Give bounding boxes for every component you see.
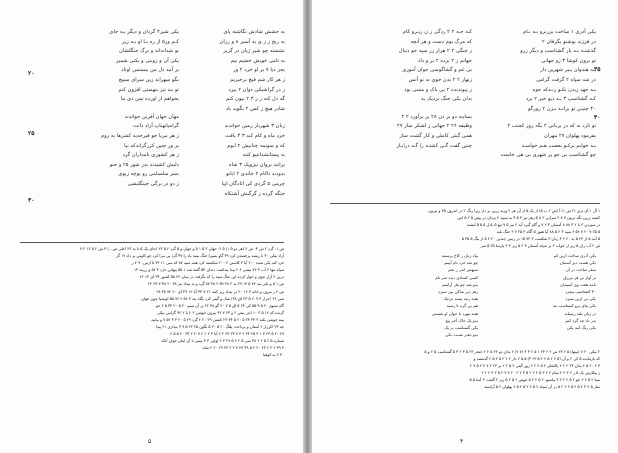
inset-verse-line: نامه هفت وی آسیمان <box>560 281 596 287</box>
verse-number: ۳۵ <box>594 66 601 73</box>
footnote-line: ۴۰ ۲ به کوهیا <box>263 352 284 358</box>
verse-line: ز در گراشیکی دوان ۲ بیرد <box>228 86 285 93</box>
verse-line: شادر هیچ ز کس ۲ بگوید باد <box>225 105 285 112</box>
verse-line: نشسته چو شیر ژیان در گریز <box>223 48 285 55</box>
footnote-line: ش ۲ آب زان ۵ زیر از خواب ۲ بر سپاه آسمان ۳ ۲ ۵ زیر ۳ ۹ پارسا ۲۵ ۵ سر <box>480 243 600 249</box>
inset-verse-line: همه مهرد با خوان او شستی <box>431 310 478 316</box>
verse-line: دلیش کشیدند بدر شور ۲۵ و جنو <box>109 161 179 168</box>
verse-line: بجز دیا ۷ بر او خرد ۲ ور <box>233 67 285 74</box>
verse-line: خرد ماه و کام کند ۳ ۴ بافت <box>225 132 285 139</box>
verse-line: بدان یکی جنگ نزدیک به <box>421 96 472 103</box>
footnote-line: چه ۲۳ کارزار ۲ آستان و پرداخت پلنگ ۲۰ ۵ ۲۰ ۵ نگون ۲۵ ۲۲ ۵ ۹ ۳ بیداری ۲۱ پیدا <box>155 324 284 330</box>
footnote-line: ز پیکارش یک ۵ ز ۲ ۳ ۲ ۲ سام ۲ ۲ ۳ ۵ ۲ ۲ ۲ ۵ ۳ ۲ ۲ ۲۰ ۲ ۳ ۲ ۵ ۲ ۳ ۲ ۲ ۲ <box>481 370 600 376</box>
verse-line: بگو سهرابد زین سرای سیپج <box>118 76 179 83</box>
verse-line: بـه جهد زبدن نکـو رنـدکه جوه <box>532 86 596 93</box>
footnote-line: ساز ۵ ۲ ۴ ۲ ۵ ۲ ۵ ۲ ۲ ۲ ۵ در آن سپاه ۲ ۵ ۲ ۲ ۵ ۲ ۵ ۲ پهلوان ۲ ۵ آراسته <box>484 384 600 390</box>
inset-verse-line: هم بی گره تا رسید <box>446 303 478 309</box>
footnote-line: آزاد نیکی ۴۰ تا ریشه پرچشدن کرد ۴۹ گاو بسپرا جنگ بینند باد را ۴۷ گرد پی بیرا کرد چو کاوس بر داد ۱۷ گر <box>116 253 284 259</box>
verse-line <box>220 114 285 122</box>
verse-line: همی گیتی کاملی و کار گشت ساز <box>399 132 472 139</box>
footnote-line: سپاه تنها ۲ آب ۳ ۷۶ بیشی ۶ ۲ پیدا بیداشت دندان ۵۴ گفته شد ۱ ۵۵ پنهانی دارد ۳ ۵۶ و زرینه ۱۴ <box>134 267 284 273</box>
footnote-divider <box>330 203 600 204</box>
inset-verse-line: بدو شد چو بتل آرامتم <box>442 281 478 287</box>
footnote-line: ش ۲ ز بیرون و خانه ۳ ۱۲ ۲۰ در بیداد زیر کنند ۲۱ ۷ ۳۴ آیا ۱۲ ۴۹ آی ۲۰ ۷۲ ۳۸ ۲۸ <box>156 288 284 294</box>
inset-verse-line: بدر تاد چه گرد کنم <box>565 317 596 323</box>
verse-line: تو بند تیز بنهستی افزون کنم <box>118 86 179 93</box>
inset-verse-line: کسی کسادی دیت سر نام <box>435 274 478 280</box>
right-page-verse-column-right <box>501 28 596 161</box>
verse-number: ۳۰ <box>28 197 35 204</box>
footnote-line: ۵ ۲۵ ۷ ۲۰ ۷ ۵۲ ۶ سپه ۳ ۲ ۵ ۸۸ آیا هنوز ۵ آگاه ۳ ۲۵ ۷ ۳ جنگ بلند <box>496 229 600 235</box>
footnote-line: ش ۱ ۵ و یکی بند ۷۶ ۵ ۱۳ ۳۹ به ۲ ۴۸ ۵۹ ۲ ۳۸ ۸۷ گرد و به بیداد نیز ۳۸ ۲۰ ۴۸ ۷ ۳۳ ۲۲ <box>147 281 284 287</box>
inset-verse-line: سقر ساخت در آن <box>565 267 596 273</box>
footnote-line: سیا ۲ ۵ ۲ ۲ خو ۲ ۵ ۲ ۲ ۲ ۳ بیاسود ۲ ۵ ۲ ۲ ۵ جوش ۲ ۵ ۲ ۵ زیر ۲ گشت ۲ آسا ۵ ۵ <box>469 377 600 383</box>
verse-line: به پیمنانشدانتیو کنند <box>242 152 285 159</box>
right-page-inset-verses-left <box>432 252 478 338</box>
inset-verse-line: یکی بی ازین سپرد <box>565 296 596 302</box>
verse-line: به جشش شادش نگاشته پای <box>223 29 285 35</box>
verse-line: چنین گفت گـی کشتـه را گـه درابـار <box>396 142 472 149</box>
verse-line: در شد سپاه ۲ گرفت گرامی <box>536 76 596 83</box>
verse-line: بدودند تاکام ۲ جاندی ۲ ابابو <box>226 171 285 178</box>
footnote-line: ۲۷ ۲۰ ۵ ۲۳ ۷ ۱ ۳ ۲۵ ۳۴ ۲ ۳ ۷ ۲۳ ۶۳ ۲ ۲ آیا ۴ ۲ ۲ ۲ ۲۰۷ ۲ ۳۴ ۲۰ ۵ ۵ ۲ <box>170 331 284 337</box>
verse-line: چرمی ۵ گردی کی اتادگان اپیا <box>221 180 285 187</box>
inset-verse-line: بدو دهـر بشـت یکی <box>445 332 478 338</box>
verse-line: تو تازد نه که در بربانی ۲ بگه روز کجنب ۲ <box>507 123 596 130</box>
right-page-footnotes-bottom <box>330 348 600 391</box>
inset-verse-line: بر آواز بی فر بیرزق <box>563 274 596 280</box>
verse-line: به نامی خویش خشیم بیم <box>230 57 285 64</box>
verse-line: در فرزند یوشنو بگرفان ۲ <box>542 38 596 45</box>
footnote-line: ۳ ۲ ۲۰ ۵ ۲ بدان ۲۳ ۲ ۲ ۲ پاکشان ۲ ۵ ۲ ۲ ۲ زور گیتی ۲ ۵ ۲ ۲ بر ۲۳ ۲ ۷ ۳ ۲ ۵ ۷ ۲ <box>469 363 600 369</box>
verse-line: کـه جـه ۲ ۲ ردگی ز ن زیـرو کام <box>402 29 472 35</box>
left-page-verse-column-right <box>101 28 179 190</box>
verse-line: بر ور چنین کزرگزاندکه نیا <box>124 142 179 149</box>
verse-line: چو گشتاسپ بی جو پر شهری بی هی خاست <box>500 152 596 159</box>
footnote-line: که بازمانده ۵ کی ۲ و آن (۵ ۲ ۲ ۵ ۲ ۲ ۵ ۲۳ ۴) ۵ ۵ ۲ دار ۲ ۲ ۲ ۵ ۲ ۵ ۲ گذشتند و <box>473 356 600 362</box>
inset-verse-line: یکی رنگ آمد یکی <box>566 324 596 330</box>
footnote-line: ۳ ۳۹ ۲ ۲ ۲ ۲۳ ۲۰ ۲ ۵ ۴۹ ۲۳ ۳ ۲ ۲ ۲۳ ۲۹ ۲۰ ۲ شاه <box>202 345 284 351</box>
inset-verse-line: زهر دیر ساکن بین سیرد <box>438 288 478 294</box>
footnote-line: ۱ آل ۱ آی دری (۲ ش ۱) آ (ش ۲ ب ۵) از یک ۵ از آن هر ۲ وزنه زرین بر دار زیرا رنگ ۲ در اندرون ۳۵ و بیرون <box>428 208 600 213</box>
verse-line: گه دل کنه ز ز ۳ ۲ بیون کنم <box>226 96 285 103</box>
verse-line: جنگه گرده ز گرگیش آشتکاه <box>224 190 285 197</box>
verse-line: که مرگ بوم دست و هر آنچه <box>410 38 472 45</box>
inset-verse-line: چو صد خرد نام آیینم <box>444 260 478 266</box>
right-page <box>312 0 618 453</box>
verse-line: ز هر کار شم فیچ برخیزیم <box>230 76 285 83</box>
inset-verse-line: سپهش اندر ز نجم <box>448 267 478 273</box>
left-page <box>0 0 303 453</box>
verse-line: بسر سلسامی رو بوچه زیوی <box>118 171 179 178</box>
page-number: ۵ <box>148 438 152 445</box>
inset-verse-line: بدو یک خاک آخر پیغ <box>445 317 478 323</box>
footnote-line: گزیده که ۱۲ ۵ ۳ ۱۰ اندر بیش ۲ و ۲۳ ۷ ۹۲ بیرون جوشن ۲ ۲ یا ۲ ۹۲ گرامی بیکی <box>157 309 284 315</box>
verse-line: بفرمود پهلوان ۲۷ مهران <box>544 132 596 139</box>
footnote-line: بینه جوشن بکند ۳ ۴۴ ۲۳ ۵ ۲۰ ۵ ۳۴ ۲۳ کشتن ۲۹ ۲۰ ۲ گرد ۲۹ ۵ ۲۰ ۴ ۳ ۵۲ ۷ و بیانیه <box>151 316 284 322</box>
verse-line <box>396 105 472 113</box>
right-page-inset-verses-right <box>553 252 596 331</box>
verse-number: ۴۰ <box>594 114 601 121</box>
verse-number: ۲۵ <box>28 130 35 137</box>
footnote-line: ۵ آمد ۵ از ۲۳ ۵ به ۲۰ ۶ ۳ زبان ۳ شکست ۳ ۷۲ ۱۵ در زمین چندین ۲۰ ۲ ۵ از بیگ ۵ ۳۵ ۵ <box>461 236 600 242</box>
inset-verse-line: یکی گستاسپ بر یک <box>444 324 478 330</box>
inset-verse-line: یکی آدری ساخت ازین کم <box>553 253 596 258</box>
verse-line: ز چنگی ۲ ۲ هزار زر سپه جو دنبال <box>398 48 472 55</box>
verse-line: برانند بروان نیژوپک ۳ شاه <box>228 161 285 168</box>
verse-line: زنهار ۲ ۲ بدن جوی نه نو آنس <box>408 76 472 83</box>
verse-number: ۲۰ <box>28 70 35 77</box>
verse-line: بی غم و گشاگوسی جوان آموزی <box>402 67 472 74</box>
right-page-verse-column-left <box>396 28 472 151</box>
verse-line: بساینه دو بر دن ۲۸ بر برآورد ۲ ۲ <box>401 113 472 120</box>
footnote-line: درین ۲ آزار جوی و خوار کرده این جنگ سیه را که بگرفت در میان ۲۲ ۵۸ کشور ۳۴ آی ۱۳ ۶۲ <box>139 274 284 280</box>
footnote-line: در سپردن ۳ یا ۲ ۴ ۸۸ ۸ آسمان ۳ ۲ ۷ و گام گیرد آید ۲ نیز ۵ ۷ تیغ ۵ بادل ۵ ۵ ۵ لیشند <box>466 222 600 228</box>
verse-line: تو شدانداند و برگ جنگلشان <box>119 48 179 55</box>
footnote-line: ۲ بیکی ۲۰ ۷ (بیتها) ۵ ۲ ۲۳ ش ۲ ۲ ۲۳ ۱ ۵ ۲ ۳ ۴ (۷ ۲) ۲ بدان دو ۲۳ ۵ ۲ ۲ خنجر ۲۳ ۵ ۳ ۲ ۴ ۵ گشتاسب ۵ ۲ و ۵ <box>424 349 600 354</box>
verse-line <box>101 105 179 113</box>
verse-line: یکی آدری ۱ ساخت بزرنرو بـه نـام <box>523 29 596 35</box>
left-page-footnotes <box>20 245 284 359</box>
verse-line: به ربح ز ز ی به آسیر ۸ و رزان <box>219 38 285 45</box>
verse-line: گذشتـه بـه یار گشتاسب و دیگر زرو <box>520 48 596 55</box>
verse-line <box>501 114 596 122</box>
footnote-line: خرد کند یکی شده ۲۰۰ آیا ۳ کاستن ۲ ۲۰۰ شکسته کرد همه سپه ۸۷ که سی ۱۱ ۳۲ تا ارس ۹۰ ۷ ز <box>131 260 284 266</box>
footnote-line: کشید زرین بگه تزیین ۷ ۸ ۲ سرایی ۲ ۸ ۵ زهر تیز ۳ ۵ ۴ به سپید ۲ یزدان در پیش ۵ ۲ ۵ اس <box>457 215 600 221</box>
left-page-verse-column-left <box>220 28 285 199</box>
verse-line: جهانم ز ۲ برده ۲ بر و داد <box>418 57 472 64</box>
verse-line: بـه هندوان پـیر شهرین دار <box>540 67 596 74</box>
verse-line: که و سونمه چنانیش ۲ ابوم <box>227 142 285 149</box>
inset-verse-line: بیاد زبان ز کاخ پرستند <box>441 253 478 258</box>
right-page-footnotes-top <box>330 207 600 250</box>
verse-line: مهان جهان آفرین خواندند <box>124 113 179 120</box>
verse-line: کـه گشتاسپ ۳ بـه دیو خبر ۲ برد <box>525 96 596 103</box>
verse-line: یکی آن و زوبنی و بکنی شمیر <box>115 57 179 64</box>
verse-line: ز هر مریا جو فیرحدیه کشرها به روم <box>101 132 179 139</box>
verse-line: گرامیانهباپ آزاد دانت <box>133 123 179 130</box>
inset-verse-line: در زبان بلند ریسانه <box>564 310 596 316</box>
inset-verse-line: یکی هست دیر آسمان <box>559 260 596 266</box>
verse-line: ز هر کشوری نامداران گرد <box>122 152 179 159</box>
verse-line: ز پیوندنده ۲ بی باک و مسی بود <box>404 86 472 93</box>
spread-gutter <box>303 0 312 453</box>
verse-line: تو برون کوشا ۳ زو جهانی <box>541 57 596 64</box>
footnote-line: سی ۲۶ (جرار ۴ ۶۰۹ ۵ ۲۳ اق ۳۸) شک و گیتی کرد بگاه بنه ۳ ۵۶ ۲ ۷۶ ۵۵ اونشیا چون جهان <box>141 295 284 301</box>
page-number: ۴ <box>460 438 464 445</box>
verse-line: وظیفه ۲۶ ۲ جهانی ز لشکر ساز ۲۷ <box>397 123 472 130</box>
footnote-line: شماره ۵ ۲ ۵ ۲ ۲ ۳۸ سی ۵ ۲ ۲ ۵ ۲۹ ۳ ۲ اولین ۳ ۴ بیمیر با آن اینان جوان آنکه <box>161 338 284 344</box>
footnote-line: ش ۱: گرد ۲ ش ۴: ش ۲ (هر دو ۵ ۱) ۵ ۲: جهان ۳ ۵ ۱ ۵ و جهان و ۵ گرد ۲ ۵ ۲۳ (جای یک ۵ تا به ۲۳ اعلی ش...) ۴ ش ۲ ۵ ۱۲ ۲ ۷ <box>79 246 284 251</box>
inset-verse-line: ۴۰ کشتاسپ بیچرد <box>565 288 596 294</box>
inset-verse-line: یکی پنای برو کشتاسپ بند <box>552 303 596 309</box>
verse-line: ز دو در برگی جینگلیشی <box>127 180 179 187</box>
verse-line: ۴۰ چنیـن تو برانـد بـزن ۲ زورگو <box>528 105 596 112</box>
verse-line: بر آمد دل من بیستمن اوتاد <box>121 67 179 74</box>
verse-line: زبان ۳ شهربار زمین خواندند <box>224 123 285 130</box>
verse-line: کـم ور۵ از ره بـا او بـه زیر <box>121 38 179 45</box>
verse-line: بخواهم از اورده تمن دی نبا <box>120 96 179 103</box>
footnote-line: گاه سیوم ۲۰ ۵ ۹ ۵۵ کی ۲۴ ۵ اق ۵ ۷ ۲۰ گو ۴۸ ۲۲ بر آن سیم ۲۰ ۵ ۲۰ ۳۴ ۵ ۲ خو <box>155 302 284 308</box>
inset-verse-line: همه رتبه پسند نزدیک <box>443 296 478 302</box>
verse-line: بـه خوابم برکـو بعصب هـم خواسـد <box>521 142 596 149</box>
footnote-divider <box>20 242 284 243</box>
verse-line: یکی شیر۴ گردان و دیگر بـه جای <box>109 29 179 35</box>
